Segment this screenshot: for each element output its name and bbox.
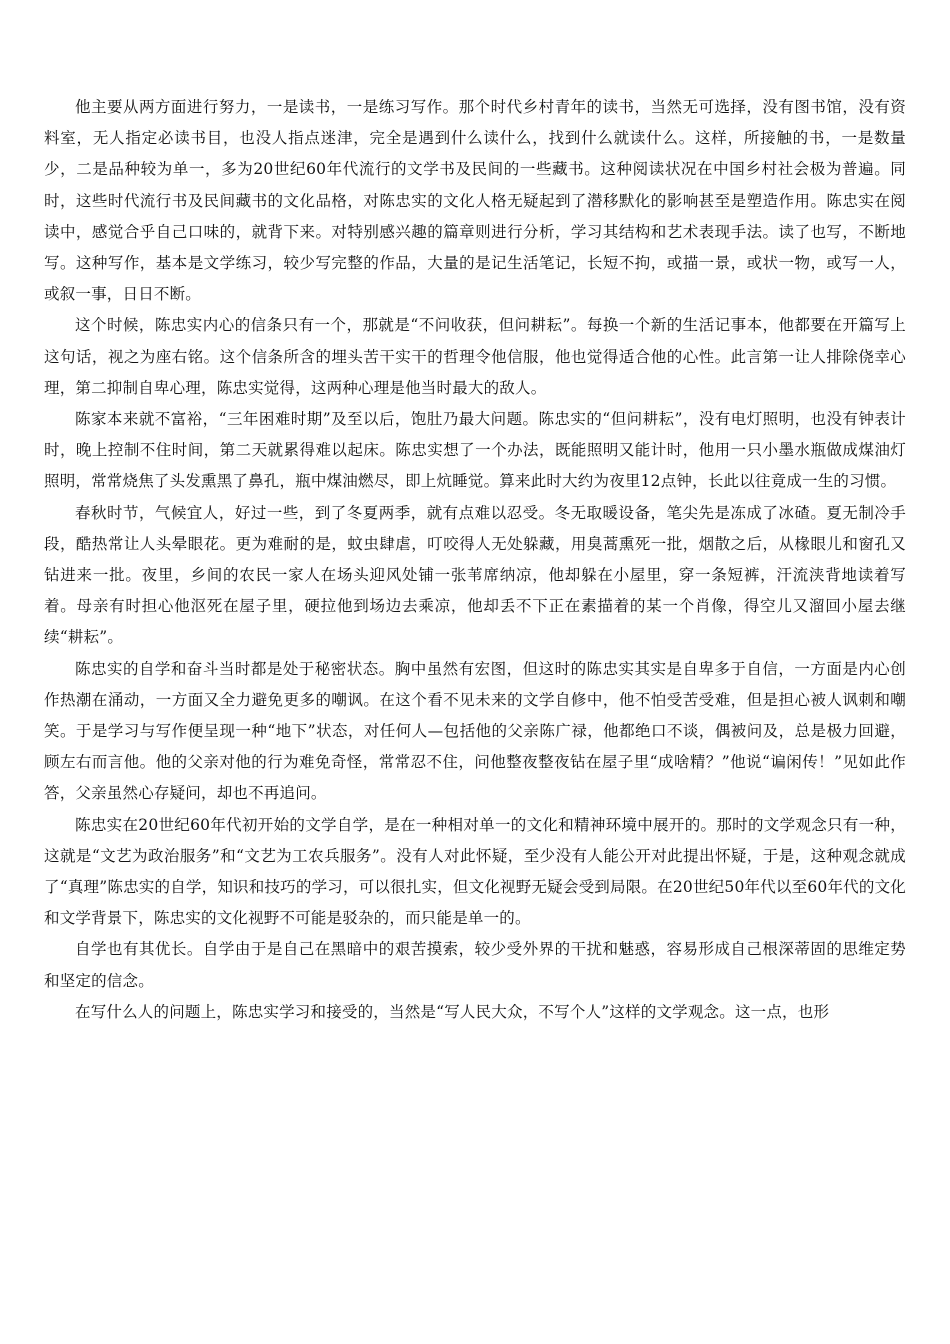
paragraph: 他主要从两方面进行努力，一是读书，一是练习写作。那个时代乡村青年的读书，当然无可选择，没有图书馆，没有资料室，无人指定必读书目，也没人指点迷津，完全是遇到什么读什么，找到什么就读什么。这样，所接触的书，一是数量少，二是品种较为单一，多为20世纪60年代流行的文学书及民间的一些藏书。这种阅读状况在中国乡村社会极为普遍。同时，这些时代流行书及民间藏书的文化品格，对陈忠实的文化人格无疑起到了潜移默化的影响甚至是塑造作用。陈忠实在阅读中，感觉合乎自己口味的，就背下来。对特别感兴趣的篇章则进行分析，学习其结构和艺术表现手法。读了也写，不断地写。这种写作，基本是文学练习，较少写完整的作品，大量的是记生活笔记，长短不拘，或描一景，或状一物，或写一人，或叙一事，日日不断。 — [44, 98, 906, 304]
paragraph: 在写什么人的问题上，陈忠实学习和接受的，当然是“写人民大众，不写个人”这样的文学观念。这一点，也形 — [75, 1002, 830, 1021]
paragraph: 这个时候，陈忠实内心的信条只有一个，那就是“不问收获，但问耕耘”。每换一个新的生活记事本，他都要在开篇写上这句话，视之为座右铭。这个信条所含的埋头苦干实干的哲理令他信服，他也觉得适合他的心性。此言第一让人排除侥幸心理，第二抑制自卑心理，陈忠实觉得，这两种心理是他当时最大的敌人。 — [44, 316, 906, 397]
paragraph: 陈忠实在20世纪60年代初开始的文学自学，是在一种相对单一的文化和精神环境中展开的。那时的文学观念只有一种，这就是“文艺为政治服务”和“文艺为工农兵服务”。没有人对此怀疑，至少没有人能公开对此提出怀疑，于是，这种观念就成了“真理”陈忠实的自学，知识和技巧的学习，可以很扎实，但文化视野无疑会受到局限。在20世纪50年代以至60年代的文化和文学背景下，陈忠实的文化视野不可能是驳杂的，而只能是单一的。 — [44, 815, 906, 928]
paragraph: 陈家本来就不富裕，“三年困难时期”及至以后，饱肚乃最大问题。陈忠实的“但问耕耘”，没有电灯照明，也没有钟表计时，晚上控制不住时间，第二天就累得难以起床。陈忠实想了一个办法，既能照明又能计时，他用一只小墨水瓶做成煤油灯照明，常常烧焦了头发熏黑了鼻孔，瓶中煤油燃尽，即上炕睡觉。算来此时大约为夜里12点钟，长此以往竟成一生的习惯。 — [44, 410, 906, 491]
paragraph: 春秋时节，气候宜人，好过一些，到了冬夏两季，就有点难以忍受。冬无取暖设备，笔尖先是冻成了冰碴。夏无制冷手段，酷热常让人头晕眼花。更为难耐的是，蚊虫肆虐，叮咬得人无处躲藏，用臭蒿熏死一批，烟散之后，从椽眼儿和窗孔又钻进来一批。夜里，乡间的农民一家人在场头迎风处铺一张苇席纳凉，他却躲在小屋里，穿一条短裤，汗流浃背地读着写着。母亲有时担心他沤死在屋子里，硬拉他到场边去乘凉，他却丢不下正在素描着的某一个肖像，得空儿又溜回小屋去继续“耕耘”。 — [44, 503, 906, 647]
paragraph: 陈忠实的自学和奋斗当时都是处于秘密状态。胸中虽然有宏图，但这时的陈忠实其实是自卑多于自信，一方面是内心创作热潮在涌动，一方面又全力避免更多的嘲讽。在这个看不见未来的文学自修中，他不怕受苦受难，但是担心被人讽刺和嘲笑。于是学习与写作便呈现一种“地下”状态，对任何人—包括他的父亲陈广禄，他都绝口不谈，偶被问及，总是极力回避，顾左右而言他。他的父亲对他的行为难免奇怪，常常忍不住，问他整夜整夜钻在屋子里“成啥精？”他说“谝闲传！”见如此作答，父亲虽然心存疑问，却也不再追问。 — [44, 659, 906, 803]
paragraph: 自学也有其优长。自学由于是自己在黑暗中的艰苦摸索，较少受外界的干扰和魅惑，容易形成自己根深蒂固的思维定势和坚定的信念。 — [44, 940, 906, 990]
document-body — [44, 92, 906, 1028]
